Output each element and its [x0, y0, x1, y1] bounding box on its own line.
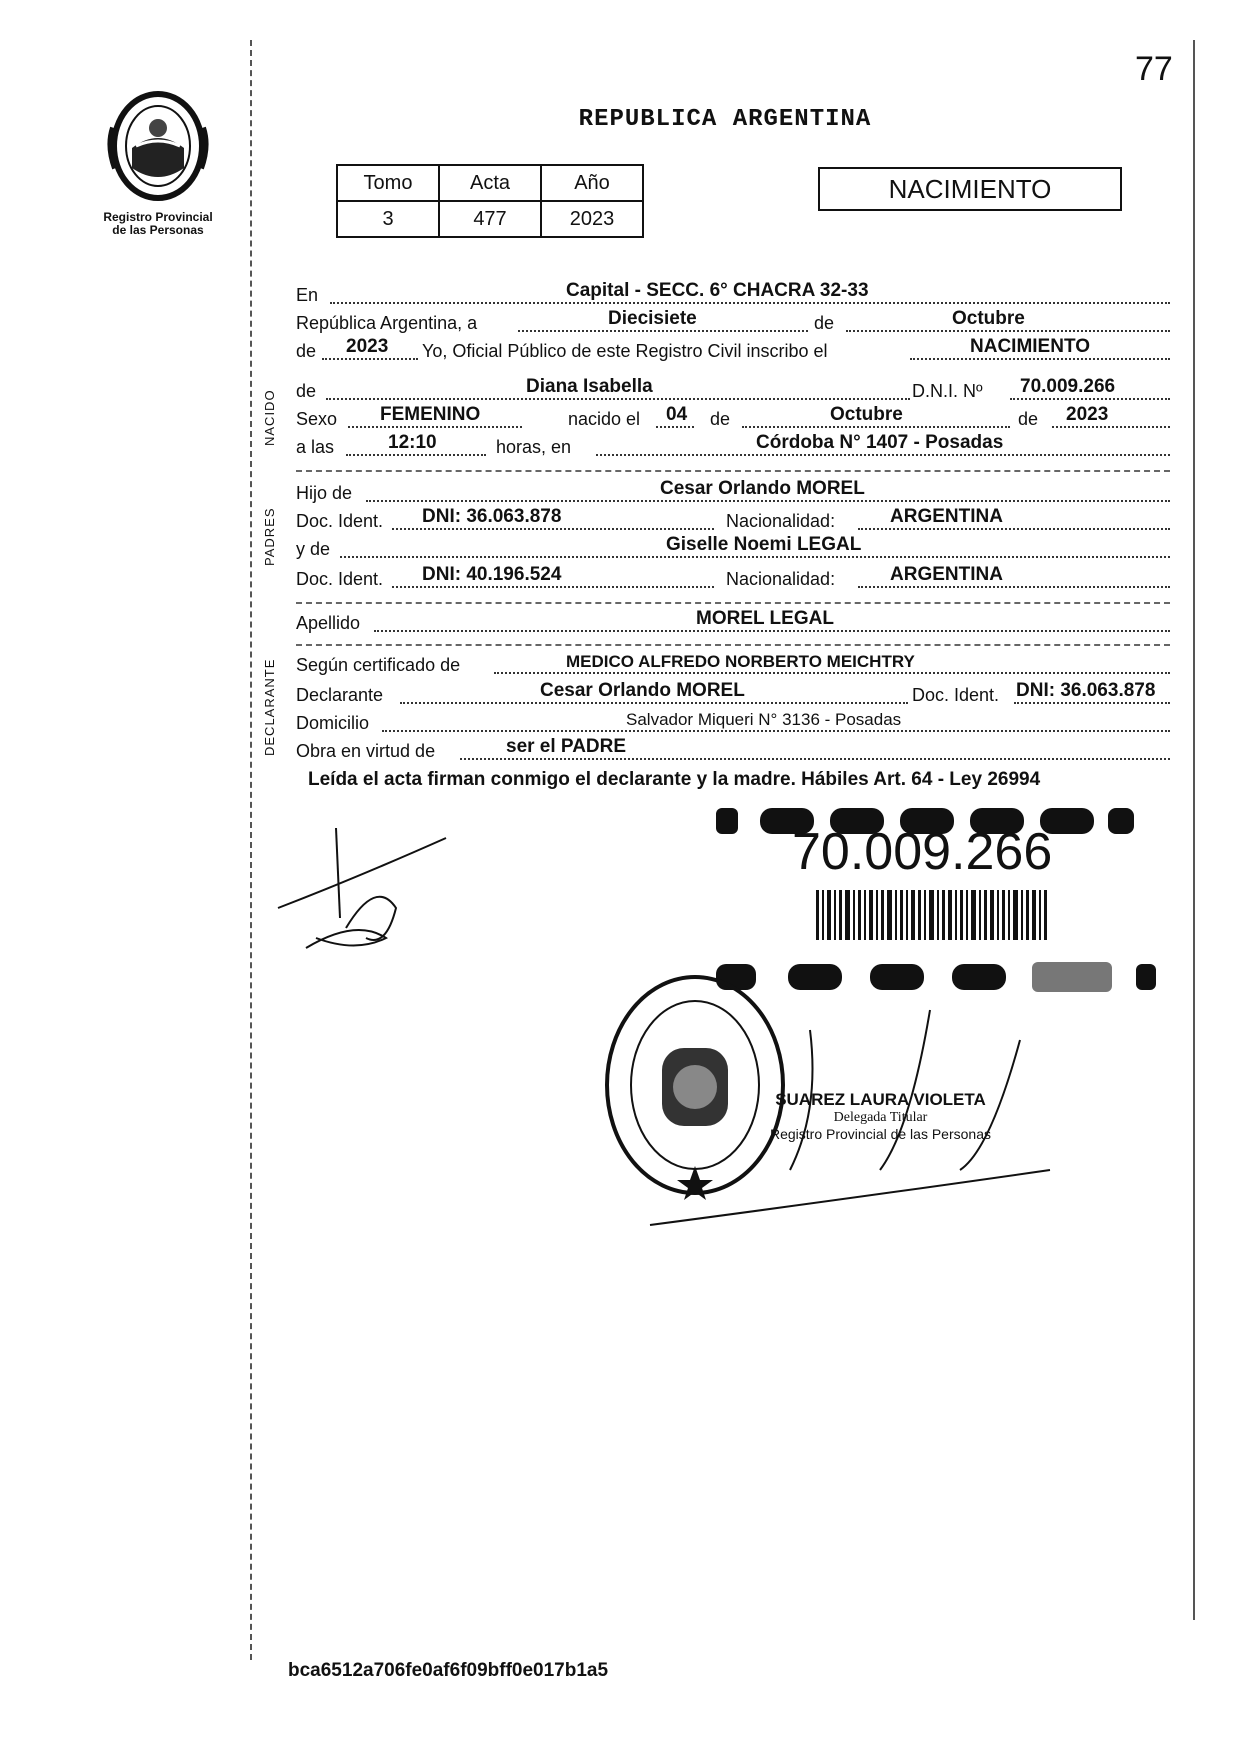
tomo-value: 3 — [337, 201, 439, 237]
dni-value: 70.009.266 — [1020, 376, 1116, 397]
mes-value: Octubre — [952, 308, 1025, 329]
row-domicilio — [296, 708, 1170, 736]
de-label-3: de — [296, 381, 317, 401]
padre-doc-label: Doc. Ident. — [296, 511, 384, 531]
lugar-nac-value: Córdoba N° 1407 - Posadas — [756, 432, 1004, 453]
domicilio-label: Domicilio — [296, 713, 370, 733]
de-label-5: de — [1018, 409, 1039, 429]
row-lugar — [296, 280, 1170, 308]
nac-anio-value: 2023 — [1066, 404, 1109, 425]
dni-stamp: 70.009.266 — [792, 823, 1053, 881]
dia-value: Diecisiete — [608, 308, 697, 329]
obra-label: Obra en virtud de — [296, 741, 436, 761]
row-sexo — [296, 404, 1170, 432]
document-title: REPUBLICA ARGENTINA — [578, 106, 872, 133]
obra-value: ser el PADRE — [506, 736, 627, 757]
section-padres: PADRES — [262, 507, 277, 566]
yo-text: Yo, Oficial Público de este Registro Civil inscribo el — [422, 341, 828, 361]
row-padre — [296, 478, 1170, 506]
hora-value: 12:10 — [388, 432, 437, 453]
madre-nac-value: ARGENTINA — [890, 564, 1003, 585]
register-value-row — [337, 201, 643, 237]
domicilio-value: Salvador Miqueri N° 3136 - Posadas — [626, 710, 902, 729]
sexo-label: Sexo — [296, 409, 338, 429]
nombre-value: Diana Isabella — [526, 376, 653, 397]
logo-caption-1: Registro Provincial — [103, 210, 213, 224]
section-nacido: NACIDO — [262, 389, 277, 446]
left-margin-line — [250, 40, 252, 1660]
de-label-2: de — [296, 341, 317, 361]
official-name: SUAREZ LAURA VIOLETA — [775, 1090, 986, 1109]
barcode-icon — [816, 890, 1048, 940]
registry-logo — [88, 88, 228, 237]
provincial-seal-icon — [106, 88, 210, 206]
row-hora — [296, 432, 1170, 460]
en-label: En — [296, 285, 319, 305]
document-hash: bca6512a706fe0af6f09bff0e017b1a5 — [288, 1660, 609, 1681]
anio-header: Año — [541, 165, 643, 201]
certificado-label: Según certificado de — [296, 655, 461, 675]
padre-doc-value: DNI: 36.063.878 — [422, 506, 562, 527]
madre-doc-value: DNI: 40.196.524 — [422, 564, 562, 585]
logo-caption-2: de las Personas — [112, 223, 204, 237]
apellido-value: MOREL LEGAL — [696, 608, 834, 629]
row-apellido — [296, 608, 1170, 636]
acta-header: Acta — [439, 165, 541, 201]
acta-value: 477 — [439, 201, 541, 237]
anio-value: 2023 — [346, 336, 389, 357]
row-fecha — [296, 308, 1170, 336]
row-inscripcion — [296, 336, 1170, 364]
right-margin-line — [1193, 40, 1195, 1620]
madre-value: Giselle Noemi LEGAL — [666, 534, 862, 555]
hijo-label: Hijo de — [296, 483, 353, 503]
row-madre — [296, 534, 1170, 562]
official-role: Delegada Titular — [833, 1110, 928, 1125]
official-block — [770, 1090, 991, 1142]
declarante-label: Declarante — [296, 685, 384, 705]
row-certificado — [296, 650, 1170, 678]
declarante-doc-value: DNI: 36.063.878 — [1016, 680, 1156, 701]
padre-nac-label: Nacionalidad: — [726, 511, 836, 531]
declarant-signature-icon — [276, 818, 456, 958]
inscripcion-value: NACIMIENTO — [970, 336, 1090, 357]
row-declarante — [296, 680, 1170, 708]
de-label-4: de — [710, 409, 731, 429]
official-office: Registro Provincial de las Personas — [770, 1126, 991, 1142]
register-header-row — [337, 165, 643, 201]
row-padre-doc — [296, 506, 1170, 534]
closing-statement: Leída el acta firman conmigo el declarante y la madre. Hábiles Art. 64 - Ley 26994 — [308, 769, 1041, 790]
tomo-header: Tomo — [337, 165, 439, 201]
apellido-label: Apellido — [296, 613, 361, 633]
padre-value: Cesar Orlando MOREL — [660, 478, 865, 499]
dni-label: D.N.I. Nº — [912, 381, 983, 401]
republica-label: República Argentina, a — [296, 313, 478, 333]
row-madre-doc — [296, 564, 1170, 592]
anio-value: 2023 — [541, 201, 643, 237]
alas-label: a las — [296, 437, 335, 457]
declarante-doc-label: Doc. Ident. — [912, 685, 1000, 705]
sexo-value: FEMENINO — [380, 404, 481, 425]
madre-nac-label: Nacionalidad: — [726, 569, 836, 589]
section-declarante: DECLARANTE — [262, 658, 277, 756]
row-nombre — [296, 376, 1170, 404]
yde-label: y de — [296, 539, 331, 559]
madre-doc-label: Doc. Ident. — [296, 569, 384, 589]
nac-mes-value: Octubre — [830, 404, 903, 425]
horas-label: horas, en — [496, 437, 572, 457]
nacido-label: nacido el — [568, 409, 641, 429]
register-table — [336, 164, 644, 238]
declarante-value: Cesar Orlando MOREL — [540, 680, 745, 701]
certificado-value: MEDICO ALFREDO NORBERTO MEICHTRY — [566, 652, 915, 671]
de-label-1: de — [814, 313, 835, 333]
page-number: 77 — [1135, 50, 1173, 88]
padre-nac-value: ARGENTINA — [890, 506, 1003, 527]
lugar-value: Capital - SECC. 6° CHACRA 32-33 — [566, 280, 869, 301]
act-type-box: NACIMIENTO — [818, 167, 1122, 211]
row-obra — [296, 736, 1170, 764]
nac-dia-value: 04 — [666, 404, 688, 425]
